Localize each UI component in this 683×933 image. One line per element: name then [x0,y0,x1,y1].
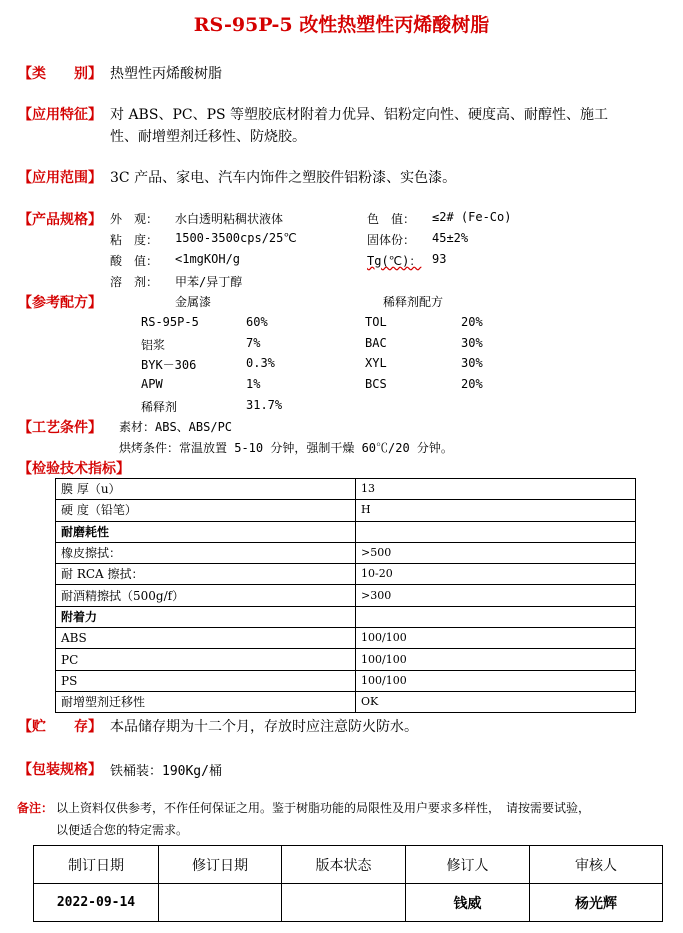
thinner-item-name: XYL [365,356,387,370]
revision-value: 钱威 [406,884,530,922]
inspection-value: 100/100 [356,649,636,670]
thinner-item-pct: 30% [461,356,483,370]
table-row [56,670,636,691]
inspection-name: 耐酒精擦拭（500g/f） [56,585,356,606]
spec-solids-key: 固体份： [367,233,416,247]
spec-solvent-key: 溶 剂： [110,275,159,289]
process-label: 【工艺条件】 [18,420,102,436]
spec-solids-value: 45±2% [432,231,469,245]
revision-header: 修订人 [406,846,530,884]
table-row [34,846,663,884]
inspection-table [55,478,636,713]
thinner-item-name: BCS [365,377,387,391]
table-row [56,479,636,500]
features-line-1: 对 ABS、PC、PS 等塑胶底材附着力优异、铝粉定向性、硬度高、耐醇性、施工 [110,107,609,123]
inspection-group-header: 耐磨耗性 [56,521,356,542]
note-label: 备注： [17,801,54,815]
spec-appearance-key: 外 观： [110,212,159,226]
inspection-name: 硬 度（铅笔） [56,500,356,521]
metal-item-pct: 60% [246,315,268,329]
thinner-item-pct: 30% [461,336,483,350]
revision-header: 审核人 [530,846,663,884]
inspection-name: 耐 RCA 擦拭： [56,564,356,585]
table-row [56,628,636,649]
spec-acid-key: 酸 值： [110,254,159,268]
table-row [56,521,636,542]
storage-label: 【贮 存】 [18,719,102,735]
category-label: 【类 别】 [18,66,102,82]
metal-paint-title: 金属漆 [175,295,212,309]
revision-value: 杨光辉 [530,884,663,922]
table-row [56,691,636,712]
inspection-name: 膜 厚（u） [56,479,356,500]
packaging-value: 铁桶装：190Kg/桶 [110,764,222,779]
thinner-item-pct: 20% [461,315,483,329]
metal-item-pct: 7% [246,336,261,350]
revision-value [159,884,282,922]
scope-label: 【应用范围】 [18,170,102,186]
revision-value: 2022-09-14 [34,884,159,922]
table-row [56,606,636,627]
note-line-1: 以上资料仅供参考，不作任何保证之用。鉴于树脂功能的局限性及用户要求多样性， 请按需要试验， [56,801,591,815]
spec-tg-key: Tg(℃)： [367,254,422,268]
table-row [56,649,636,670]
inspection-name: 橡皮擦拭： [56,542,356,563]
spec-viscosity-key: 粘 度： [110,233,159,247]
features-label: 【应用特征】 [18,107,102,123]
revision-table [33,845,663,922]
inspection-name: PC [56,649,356,670]
features-line-2: 性、耐增塑剂迁移性、防烧胶。 [110,129,306,145]
inspection-value: 13 [356,479,636,500]
metal-item-pct: 31.7% [246,398,283,412]
metal-item-pct: 0.3% [246,356,275,370]
scope-value: 3C 产品、家电、汽车内饰件之塑胶件铝粉漆、实色漆。 [110,170,457,186]
inspection-value [356,521,636,542]
spec-tg-value: 93 [432,252,447,266]
thinner-formula-title: 稀释剂配方 [383,295,444,309]
inspection-group-header: 附着力 [56,606,356,627]
spec-color-key: 色 值： [367,212,416,226]
table-row [56,542,636,563]
metal-item-name: APW [141,377,163,391]
revision-value [282,884,406,922]
storage-value: 本品储存期为十二个月，存放时应注意防火防水。 [110,719,418,735]
metal-item-name: 铝浆 [141,338,166,352]
spec-color-value: ≤2# (Fe-Co) [432,210,512,224]
metal-item-name: RS-95P-5 [141,315,199,329]
packaging-label: 【包装规格】 [18,762,102,778]
inspection-value: OK [356,691,636,712]
metal-item-name: 稀释剂 [141,400,178,414]
formula-label: 【参考配方】 [18,295,102,311]
spec-appearance-value: 水白透明粘稠状液体 [175,212,284,226]
table-row [56,585,636,606]
table-row [56,500,636,521]
table-row [56,564,636,585]
inspection-value: 100/100 [356,670,636,691]
thinner-item-name: TOL [365,315,387,329]
process-baking: 烘烤条件：常温放置 5-10 分钟，强制干燥 60℃/20 分钟。 [119,441,453,455]
specs-label: 【产品规格】 [18,212,102,228]
revision-header: 制订日期 [34,846,159,884]
inspection-name: 耐增塑剂迁移性 [56,691,356,712]
inspection-value: >500 [356,542,636,563]
inspection-value: >300 [356,585,636,606]
revision-header: 修订日期 [159,846,282,884]
inspection-value: 100/100 [356,628,636,649]
metal-item-pct: 1% [246,377,261,391]
category-value: 热塑性丙烯酸树脂 [110,66,222,82]
process-material: 素材：ABS、ABS/PC [119,420,233,434]
inspection-value: 10-20 [356,564,636,585]
table-row [34,884,663,922]
revision-header: 版本状态 [282,846,406,884]
document-title: RS-95P-5 改性热塑性丙烯酸树脂 [193,14,490,36]
note-line-2: 以便适合您的特定需求。 [56,823,189,837]
thinner-item-name: BAC [365,336,387,350]
inspection-name: ABS [56,628,356,649]
inspection-value [356,606,636,627]
inspection-label: 【检验技术指标】 [18,461,130,477]
metal-item-name: BYK－306 [141,358,197,372]
inspection-name: PS [56,670,356,691]
spec-solvent-value: 甲苯/异丁醇 [175,275,243,289]
thinner-item-pct: 20% [461,377,483,391]
inspection-value: H [356,500,636,521]
spec-acid-value: <1mgKOH/g [175,252,241,266]
spec-viscosity-value: 1500-3500cps/25℃ [175,231,297,245]
